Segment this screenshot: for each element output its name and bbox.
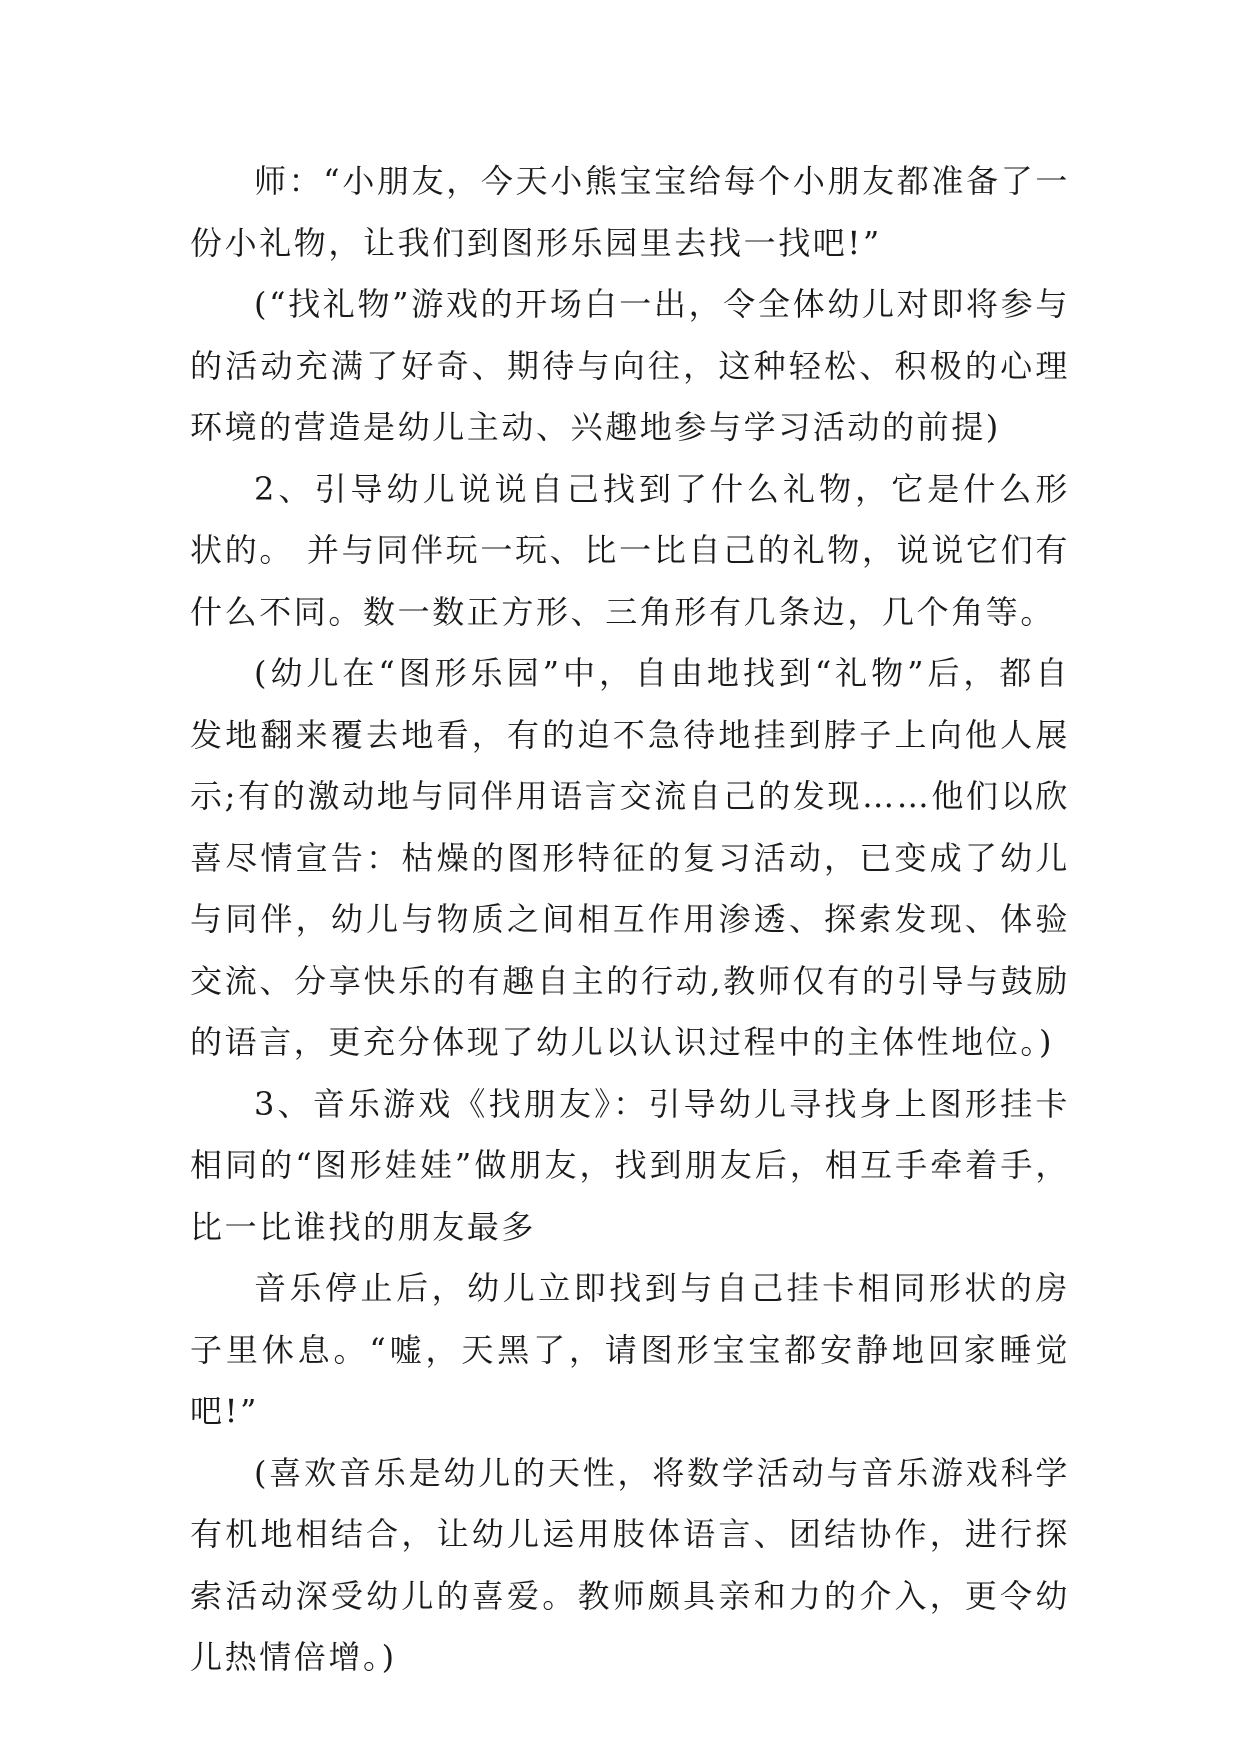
paragraph-step-2: 2、引导幼儿说说自己找到了什么礼物，它是什么形状的。 并与同伴玩一玩、比一比自己的礼物，说说它们有什么不同。数一数正方形、三角形有几条边，几个角等。: [190, 469, 1070, 631]
paragraph-step-3: 3、音乐游戏《找朋友》：引导幼儿寻找身上图形挂卡相同的“图形娃娃”做朋友，找到朋友后，相互手牵着手，比一比谁找的朋友最多: [190, 1084, 1070, 1246]
paragraph-music-stop: 音乐停止后，幼儿立即找到与自己挂卡相同形状的房子里休息。“嘘，天黑了，请图形宝宝都安静地回家睡觉吧!”: [190, 1269, 1070, 1430]
paragraph-teacher-intro: 师：“小朋友，今天小熊宝宝给每个小朋友都准备了一份小礼物，让我们到图形乐园里去找一找吧!”: [190, 162, 1070, 262]
document-body: [190, 151, 1070, 1689]
paragraph-gift-game-note: (“找礼物”游戏的开场白一出，令全体幼儿对即将参与的活动充满了好奇、期待与向往，这种轻松、积极的心理环境的营造是幼儿主动、兴趣地参与学习活动的前提): [190, 285, 1070, 446]
paragraph-music-game-note: (喜欢音乐是幼儿的天性，将数学活动与音乐游戏科学有机地相结合，让幼儿运用肢体语言、团结协作，进行探索活动深受幼儿的喜爱。教师颇具亲和力的介入，更令幼儿热情倍增。): [190, 1453, 1070, 1676]
paragraph-shape-park-note: (幼儿在“图形乐园”中，自由地找到“礼物”后，都自发地翻来覆去地看，有的迫不急待地挂到脖子上向他人展示;有的激动地与同伴用语言交流自己的发现……他们以欣喜尽情宣告：枯燥的图形特征的复习活动，已变成了幼儿与同伴，幼儿与物质之间相互作用渗透、探索发现、体验交流、分享快乐的有趣自主的行动,教师仅有的引导与鼓励的语言，更充分体现了幼儿以认识过程中的主体性地位。): [190, 654, 1070, 1061]
